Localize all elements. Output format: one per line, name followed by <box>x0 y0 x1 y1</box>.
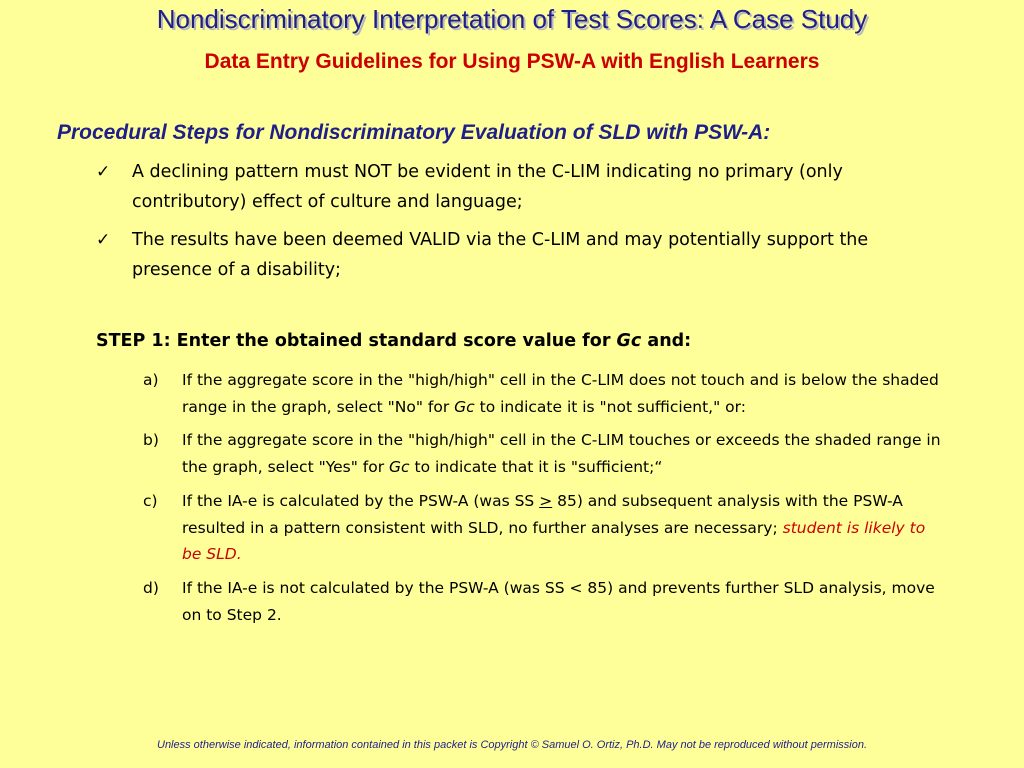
slide-title: Nondiscriminatory Interpretation of Test Scores: A Case Study <box>156 4 868 34</box>
substep-d <box>143 575 943 628</box>
step-1-suffix: and: <box>641 331 692 351</box>
step-1-term: Gc <box>616 331 642 351</box>
substep-list <box>143 367 943 635</box>
checklist-item <box>96 225 926 285</box>
substep-text: If the IA-e is calculated by the PSW-A (was SS <box>182 491 540 510</box>
substep-b <box>143 427 943 480</box>
substep-text: to indicate it is "not sufficient," or: <box>474 397 746 416</box>
checklist-item-text: The results have been deemed VALID via the C-LIM and may potentially support the presence of a disability; <box>132 230 869 280</box>
greater-equal-symbol: > <box>539 491 553 510</box>
copyright-footer: Unless otherwise indicated, information contained in this packet is Copyright © Samuel O. Ortiz, Ph.D. May not be reproduced without permission. <box>157 739 867 751</box>
substep-emphasis: student is likely to be SLD. <box>182 518 926 564</box>
substep-text: If the aggregate score in the "high/high" cell in the C-LIM touches or exceeds the shaded range in the graph, select "Yes" for <box>182 431 941 477</box>
substep-text: If the aggregate score in the "high/high" cell in the C-LIM does not touch and is below the shaded range in the graph, select "No" for <box>182 371 939 416</box>
slide-subtitle: Data Entry Guidelines for Using PSW-A with English Learners <box>204 50 820 73</box>
substep-text: to indicate that it is "sufficient;“ <box>409 458 663 477</box>
section-heading: Procedural Steps for Nondiscriminatory Evaluation of SLD with PSW-A: <box>57 121 771 144</box>
substep-marker: c) <box>143 491 158 510</box>
substep-marker: a) <box>143 371 159 389</box>
substep-marker: b) <box>143 431 159 450</box>
checklist <box>96 157 926 293</box>
check-icon: ✓ <box>96 162 111 182</box>
substep-text: If the IA-e is not calculated by the PSW-A (was SS < 85) and prevents further SLD analysis, move on to Step 2. <box>182 578 935 624</box>
step-1-prefix: STEP 1: Enter the obtained standard score value for <box>96 331 617 351</box>
substep-c <box>143 488 943 568</box>
substep-marker: d) <box>143 578 159 597</box>
substep-a <box>143 367 943 420</box>
substep-term: Gc <box>454 397 475 416</box>
checklist-item-text: A declining pattern must NOT be evident in the C-LIM indicating no primary (only contributory) effect of culture and language; <box>132 162 843 212</box>
step-1-heading <box>96 331 691 351</box>
checklist-item <box>96 157 926 217</box>
substep-text: 85) and subsequent analysis with the PSW-A resulted in a pattern consistent with SLD, no further analyses are necessary; <box>182 491 903 537</box>
substep-term: Gc <box>389 458 410 477</box>
check-icon: ✓ <box>96 230 111 250</box>
